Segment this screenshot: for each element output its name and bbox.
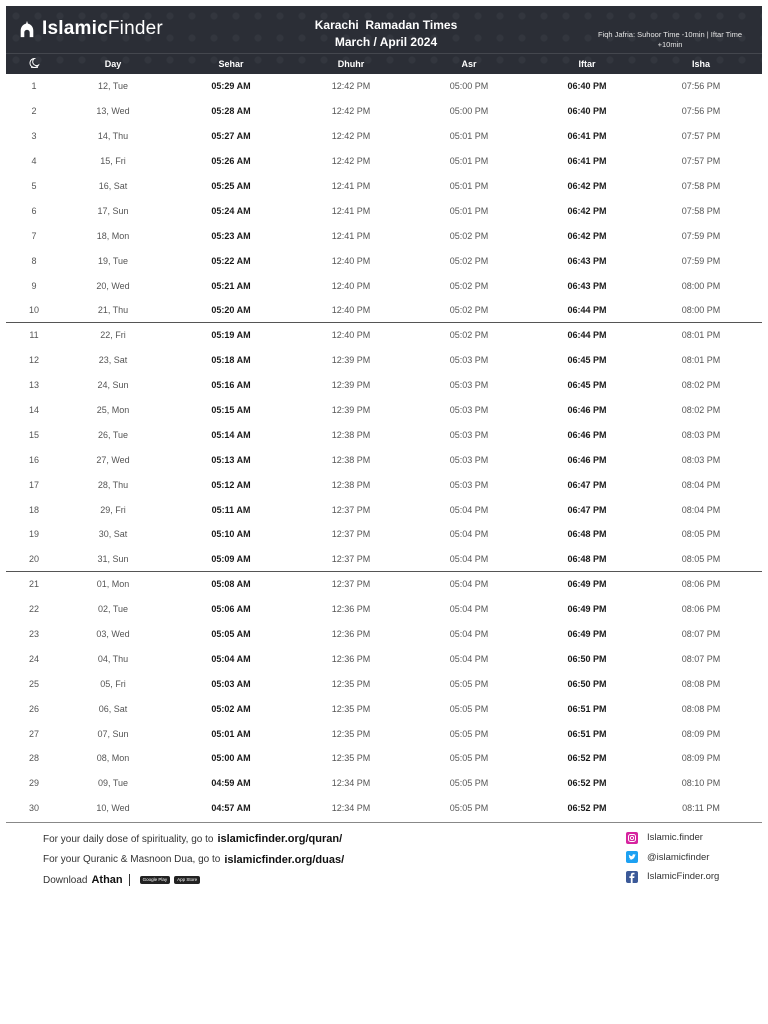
cell-dhuhr: 12:40 PM: [331, 255, 371, 266]
table-row: [6, 149, 762, 174]
cell-sehar: 05:28 AM: [211, 106, 251, 117]
table-row: [6, 497, 762, 522]
cell-dhuhr: 12:38 PM: [331, 479, 371, 490]
page-header: [6, 6, 762, 74]
cell-day: 03, Wed: [96, 629, 130, 640]
cell-dhuhr: 12:41 PM: [331, 230, 371, 241]
cell-sehar: 05:27 AM: [211, 131, 251, 142]
cell-asr: 05:05 PM: [449, 753, 489, 764]
twitter-icon: [626, 851, 638, 863]
cell-iftar: 06:50 PM: [567, 653, 607, 664]
cell-dhuhr: 12:41 PM: [331, 205, 371, 216]
cell-iftar: 06:48 PM: [567, 553, 607, 564]
quran-line: [43, 829, 344, 850]
cell-iftar: 06:51 PM: [567, 728, 607, 739]
cell-row-number: 18: [28, 504, 39, 515]
cell-dhuhr: 12:35 PM: [331, 703, 371, 714]
cell-sehar: 05:00 AM: [211, 753, 251, 764]
cell-row-number: 17: [28, 479, 39, 490]
cell-day: 29, Fri: [100, 504, 126, 515]
table-row: [6, 348, 762, 373]
google-play-badge[interactable]: Google Play: [140, 876, 171, 884]
cell-asr: 05:04 PM: [449, 653, 489, 664]
duas-line: [43, 850, 344, 871]
cell-day: 14, Thu: [97, 131, 129, 142]
cell-day: 02, Tue: [97, 604, 129, 615]
cell-dhuhr: 12:37 PM: [331, 553, 371, 564]
cell-iftar: 06:51 PM: [567, 703, 607, 714]
cell-sehar: 05:09 AM: [211, 553, 251, 564]
cell-sehar: 05:03 AM: [211, 678, 251, 689]
cell-asr: 05:03 PM: [449, 380, 489, 391]
footer-divider: [6, 822, 762, 823]
table-row: [6, 273, 762, 298]
cell-row-number: 3: [31, 131, 37, 142]
cell-dhuhr: 12:41 PM: [331, 181, 371, 191]
cell-asr: 05:00 PM: [449, 81, 489, 92]
cell-sehar: 05:05 AM: [211, 629, 251, 640]
cell-isha: 08:07 PM: [681, 629, 721, 640]
footer-links: [43, 829, 344, 891]
table-header: [6, 53, 762, 74]
cell-dhuhr: 12:37 PM: [331, 504, 371, 515]
cell-row-number: 29: [28, 778, 39, 789]
islamicfinder-logo[interactable]: [18, 18, 163, 40]
cell-isha: 08:08 PM: [681, 678, 721, 689]
cell-row-number: 24: [28, 653, 39, 664]
cell-day: 30, Sat: [98, 529, 128, 540]
cell-row-number: 1: [31, 81, 37, 92]
table-row: [6, 622, 762, 647]
cell-sehar: 05:15 AM: [211, 405, 251, 416]
cell-isha: 08:05 PM: [681, 553, 721, 564]
table-row: [6, 597, 762, 622]
cell-dhuhr: 12:36 PM: [331, 653, 371, 664]
table-row: [6, 99, 762, 124]
vertical-divider: [129, 874, 130, 886]
cell-dhuhr: 12:35 PM: [331, 753, 371, 764]
cell-dhuhr: 12:42 PM: [331, 156, 371, 167]
cell-day: 05, Fri: [100, 678, 126, 689]
cell-iftar: 06:52 PM: [567, 778, 607, 789]
cell-sehar: 05:11 AM: [211, 504, 251, 515]
cell-asr: 05:04 PM: [449, 604, 489, 615]
table-row: [6, 373, 762, 398]
cell-dhuhr: 12:35 PM: [331, 728, 371, 739]
cell-day: 24, Sun: [97, 380, 129, 391]
cell-dhuhr: 12:40 PM: [331, 304, 371, 315]
cell-iftar: 06:48 PM: [567, 529, 607, 540]
instagram-link[interactable]: [626, 828, 719, 848]
cell-asr: 05:03 PM: [449, 405, 489, 416]
cell-isha: 08:00 PM: [681, 280, 721, 291]
cell-iftar: 06:44 PM: [567, 330, 607, 341]
cell-asr: 05:03 PM: [449, 355, 489, 366]
cell-sehar: 05:06 AM: [211, 604, 251, 615]
cell-sehar: 05:18 AM: [211, 355, 251, 366]
cell-dhuhr: 12:39 PM: [331, 380, 371, 391]
cell-row-number: 25: [28, 678, 39, 689]
cell-dhuhr: 12:37 PM: [331, 579, 371, 590]
cell-day: 08, Mon: [96, 753, 130, 764]
cell-asr: 05:05 PM: [449, 778, 489, 789]
cell-asr: 05:04 PM: [449, 504, 489, 515]
twitter-link[interactable]: [626, 848, 719, 868]
cell-day: 27, Wed: [96, 454, 130, 465]
cell-isha: 08:04 PM: [681, 504, 721, 515]
cell-isha: 08:04 PM: [681, 479, 721, 490]
ramadan-times-table: [6, 74, 762, 821]
cell-isha: 08:03 PM: [681, 429, 721, 440]
cell-sehar: 05:02 AM: [211, 703, 251, 714]
cell-asr: 05:03 PM: [449, 454, 489, 465]
cell-row-number: 13: [28, 380, 39, 391]
cell-isha: 08:08 PM: [681, 703, 721, 714]
cell-isha: 08:02 PM: [681, 405, 721, 416]
cell-dhuhr: 12:42 PM: [331, 106, 371, 117]
header-moon-cell: [6, 57, 62, 71]
cell-isha: 07:58 PM: [681, 181, 721, 191]
table-row: [6, 671, 762, 696]
cell-dhuhr: 12:40 PM: [331, 280, 371, 291]
cell-sehar: 05:01 AM: [211, 728, 251, 739]
table-row: [6, 721, 762, 746]
cell-dhuhr: 12:36 PM: [331, 629, 371, 640]
cell-asr: 05:02 PM: [449, 304, 489, 315]
duas-link[interactable]: islamicfinder.org/duas/: [224, 853, 345, 866]
cell-asr: 05:01 PM: [449, 131, 489, 142]
cell-isha: 07:57 PM: [681, 131, 721, 142]
cell-asr: 05:02 PM: [449, 280, 489, 291]
download-line: [43, 870, 344, 891]
cell-asr: 05:05 PM: [449, 728, 489, 739]
table-row: [6, 74, 762, 99]
table-row: [6, 472, 762, 497]
cell-dhuhr: 12:38 PM: [331, 454, 371, 465]
cell-row-number: 16: [28, 454, 39, 465]
cell-isha: 08:00 PM: [681, 304, 721, 315]
cell-dhuhr: 12:34 PM: [331, 803, 371, 814]
header-sehar: Sehar: [218, 59, 244, 69]
table-row: [6, 198, 762, 223]
cell-sehar: 05:20 AM: [211, 304, 251, 315]
cell-iftar: 06:41 PM: [567, 156, 607, 167]
cell-asr: 05:05 PM: [449, 678, 489, 689]
header-dhuhr: Dhuhr: [337, 59, 365, 69]
table-row: [6, 223, 762, 248]
cell-sehar: 04:59 AM: [211, 778, 251, 789]
cell-iftar: 06:47 PM: [567, 479, 607, 490]
cell-row-number: 2: [31, 106, 37, 117]
cell-day: 16, Sat: [98, 181, 128, 191]
cell-dhuhr: 12:42 PM: [331, 131, 371, 142]
cell-iftar: 06:52 PM: [567, 803, 607, 814]
cell-iftar: 06:45 PM: [567, 355, 607, 366]
cell-row-number: 26: [28, 703, 39, 714]
cell-sehar: 05:14 AM: [211, 429, 251, 440]
cell-isha: 07:56 PM: [681, 106, 721, 117]
cell-iftar: 06:47 PM: [567, 504, 607, 515]
cell-day: 12, Tue: [97, 81, 129, 92]
cell-row-number: 8: [31, 255, 37, 266]
mosque-icon: [18, 20, 36, 38]
cell-sehar: 04:57 AM: [211, 803, 251, 814]
cell-dhuhr: 12:36 PM: [331, 604, 371, 615]
cell-row-number: 7: [31, 230, 37, 241]
cell-asr: 05:04 PM: [449, 529, 489, 540]
download-text: Download: [43, 874, 88, 886]
cell-row-number: 15: [28, 429, 39, 440]
cell-asr: 05:04 PM: [449, 629, 489, 640]
cell-asr: 05:00 PM: [449, 106, 489, 117]
instagram-icon: [626, 832, 638, 844]
table-row: [6, 248, 762, 273]
cell-iftar: 06:49 PM: [567, 629, 607, 640]
cell-isha: 08:06 PM: [681, 579, 721, 590]
cell-iftar: 06:50 PM: [567, 678, 607, 689]
cell-dhuhr: 12:38 PM: [331, 429, 371, 440]
table-row: [6, 572, 762, 597]
cell-sehar: 05:19 AM: [211, 330, 251, 341]
cell-isha: 08:06 PM: [681, 604, 721, 615]
table-row: [6, 547, 762, 572]
cell-iftar: 06:42 PM: [567, 181, 607, 191]
cell-row-number: 28: [28, 753, 39, 764]
quran-text: For your daily dose of spirituality, go to: [43, 833, 214, 845]
cell-isha: 08:09 PM: [681, 728, 721, 739]
table-row: [6, 696, 762, 721]
cell-isha: 08:09 PM: [681, 753, 721, 764]
table-row: [6, 646, 762, 671]
cell-asr: 05:03 PM: [449, 429, 489, 440]
cell-iftar: 06:42 PM: [567, 205, 607, 216]
cell-dhuhr: 12:40 PM: [331, 330, 371, 341]
cell-isha: 07:56 PM: [681, 81, 721, 92]
cell-asr: 05:02 PM: [449, 255, 489, 266]
facebook-link[interactable]: [626, 867, 719, 887]
cell-row-number: 11: [29, 330, 39, 341]
cell-row-number: 20: [28, 553, 39, 564]
cell-asr: 05:05 PM: [449, 703, 489, 714]
cell-day: 26, Tue: [97, 429, 129, 440]
table-row: [6, 447, 762, 472]
header-day: Day: [104, 59, 122, 69]
cell-row-number: 30: [28, 803, 39, 814]
cell-day: 01, Mon: [96, 579, 130, 590]
facebook-handle: IslamicFinder.org: [647, 871, 720, 883]
cell-iftar: 06:46 PM: [567, 429, 607, 440]
cell-row-number: 9: [31, 280, 37, 291]
table-row: [6, 398, 762, 423]
cell-day: 18, Mon: [96, 230, 130, 241]
cell-iftar: 06:43 PM: [567, 255, 607, 266]
cell-day: 31, Sun: [97, 553, 129, 564]
cell-isha: 08:11 PM: [682, 803, 720, 814]
cell-sehar: 05:21 AM: [211, 280, 251, 291]
cell-asr: 05:02 PM: [449, 230, 489, 241]
cell-sehar: 05:25 AM: [211, 181, 251, 191]
cell-row-number: 10: [28, 304, 39, 315]
cell-asr: 05:02 PM: [449, 330, 489, 341]
instagram-handle: Islamic.finder: [647, 832, 703, 844]
cell-sehar: 05:26 AM: [211, 156, 251, 167]
cell-isha: 08:05 PM: [681, 529, 721, 540]
cell-iftar: 06:45 PM: [567, 380, 607, 391]
quran-link[interactable]: islamicfinder.org/quran/: [217, 833, 343, 846]
cell-dhuhr: 12:42 PM: [331, 81, 371, 92]
cell-asr: 05:03 PM: [449, 479, 489, 490]
cell-day: 28, Thu: [97, 479, 129, 490]
table-row: [6, 746, 762, 771]
cell-row-number: 4: [31, 156, 37, 167]
cell-isha: 08:07 PM: [681, 653, 721, 664]
cell-dhuhr: 12:37 PM: [331, 529, 371, 540]
cell-day: 22, Fri: [100, 330, 126, 341]
cell-sehar: 05:16 AM: [211, 380, 251, 391]
fiqh-note: Fiqh Jafria: Suhoor Time -10min | Iftar Time +10min: [597, 30, 743, 49]
cell-asr: 05:04 PM: [449, 579, 489, 590]
cell-row-number: 21: [28, 579, 39, 590]
cell-day: 07, Sun: [97, 728, 129, 739]
cell-day: 23, Sat: [98, 355, 128, 366]
cell-isha: 08:10 PM: [681, 778, 721, 789]
cell-iftar: 06:49 PM: [567, 604, 607, 615]
cell-day: 13, Wed: [96, 106, 130, 117]
cell-day: 10, Wed: [96, 803, 130, 814]
cell-sehar: 05:08 AM: [211, 579, 251, 590]
cell-day: 19, Tue: [97, 255, 129, 266]
cell-row-number: 23: [28, 629, 39, 640]
cell-sehar: 05:04 AM: [211, 653, 251, 664]
table-row: [6, 298, 762, 323]
crescent-moon-icon: [28, 57, 40, 69]
cell-iftar: 06:52 PM: [567, 753, 607, 764]
app-store-badge[interactable]: App Store: [174, 876, 200, 884]
cell-row-number: 22: [28, 604, 39, 615]
social-links: [626, 828, 719, 887]
cell-sehar: 05:23 AM: [211, 230, 251, 241]
cell-dhuhr: 12:35 PM: [331, 678, 371, 689]
cell-sehar: 05:13 AM: [211, 454, 251, 465]
cell-sehar: 05:10 AM: [211, 529, 251, 540]
cell-day: 25, Mon: [96, 405, 130, 416]
cell-isha: 07:59 PM: [681, 230, 721, 241]
cell-iftar: 06:46 PM: [567, 454, 607, 465]
header-iftar: Iftar: [578, 59, 596, 69]
cell-isha: 08:02 PM: [681, 380, 721, 391]
table-row: [6, 796, 762, 821]
cell-isha: 07:57 PM: [681, 156, 721, 167]
cell-row-number: 12: [28, 355, 39, 366]
cell-asr: 05:01 PM: [449, 156, 489, 167]
cell-iftar: 06:40 PM: [567, 106, 607, 117]
title-block: [266, 18, 506, 49]
cell-isha: 08:01 PM: [681, 330, 721, 341]
cell-sehar: 05:29 AM: [211, 81, 251, 92]
table-row: [6, 124, 762, 149]
cell-day: 20, Wed: [96, 280, 130, 291]
cell-iftar: 06:46 PM: [567, 405, 607, 416]
duas-text: For your Quranic & Masnoon Dua, go to: [43, 854, 221, 866]
cell-iftar: 06:40 PM: [567, 81, 607, 92]
cell-dhuhr: 12:39 PM: [331, 355, 371, 366]
cell-sehar: 05:22 AM: [211, 255, 251, 266]
cell-iftar: 06:44 PM: [567, 304, 607, 315]
cell-iftar: 06:43 PM: [567, 280, 607, 291]
cell-row-number: 5: [31, 181, 37, 191]
table-row: [6, 522, 762, 547]
city-title: Karachi Ramadan Times: [314, 18, 458, 32]
cell-iftar: 06:41 PM: [567, 131, 607, 142]
cell-iftar: 06:49 PM: [567, 579, 607, 590]
cell-isha: 08:03 PM: [681, 454, 721, 465]
cell-day: 09, Tue: [97, 778, 129, 789]
cell-day: 17, Sun: [97, 205, 129, 216]
cell-day: 04, Thu: [97, 653, 129, 664]
cell-isha: 08:01 PM: [681, 355, 721, 366]
cell-iftar: 06:42 PM: [567, 230, 607, 241]
months-title: March / April 2024: [334, 35, 438, 49]
cell-asr: 05:01 PM: [449, 205, 489, 216]
cell-asr: 05:01 PM: [449, 181, 489, 191]
cell-sehar: 05:24 AM: [211, 205, 251, 216]
cell-asr: 05:05 PM: [449, 803, 489, 814]
twitter-handle: @islamicfinder: [647, 851, 710, 863]
cell-sehar: 05:12 AM: [211, 479, 251, 490]
cell-asr: 05:04 PM: [449, 553, 489, 564]
cell-day: 15, Fri: [100, 156, 126, 167]
cell-day: 06, Sat: [98, 703, 128, 714]
cell-dhuhr: 12:39 PM: [331, 405, 371, 416]
cell-row-number: 6: [31, 205, 37, 216]
logo-text: IslamicFinder: [42, 18, 163, 39]
cell-isha: 07:59 PM: [681, 255, 721, 266]
cell-dhuhr: 12:34 PM: [331, 778, 371, 789]
cell-isha: 07:58 PM: [681, 205, 721, 216]
cell-row-number: 14: [28, 405, 39, 416]
header-asr: Asr: [461, 59, 477, 69]
cell-row-number: 19: [28, 529, 39, 540]
facebook-icon: [626, 871, 638, 883]
header-isha: Isha: [691, 59, 710, 69]
cell-row-number: 27: [28, 728, 39, 739]
cell-day: 21, Thu: [97, 304, 129, 315]
table-row: [6, 174, 762, 199]
table-row: [6, 771, 762, 796]
athan-app-name: Athan: [91, 874, 123, 887]
table-row: [6, 323, 762, 348]
table-row: [6, 422, 762, 447]
